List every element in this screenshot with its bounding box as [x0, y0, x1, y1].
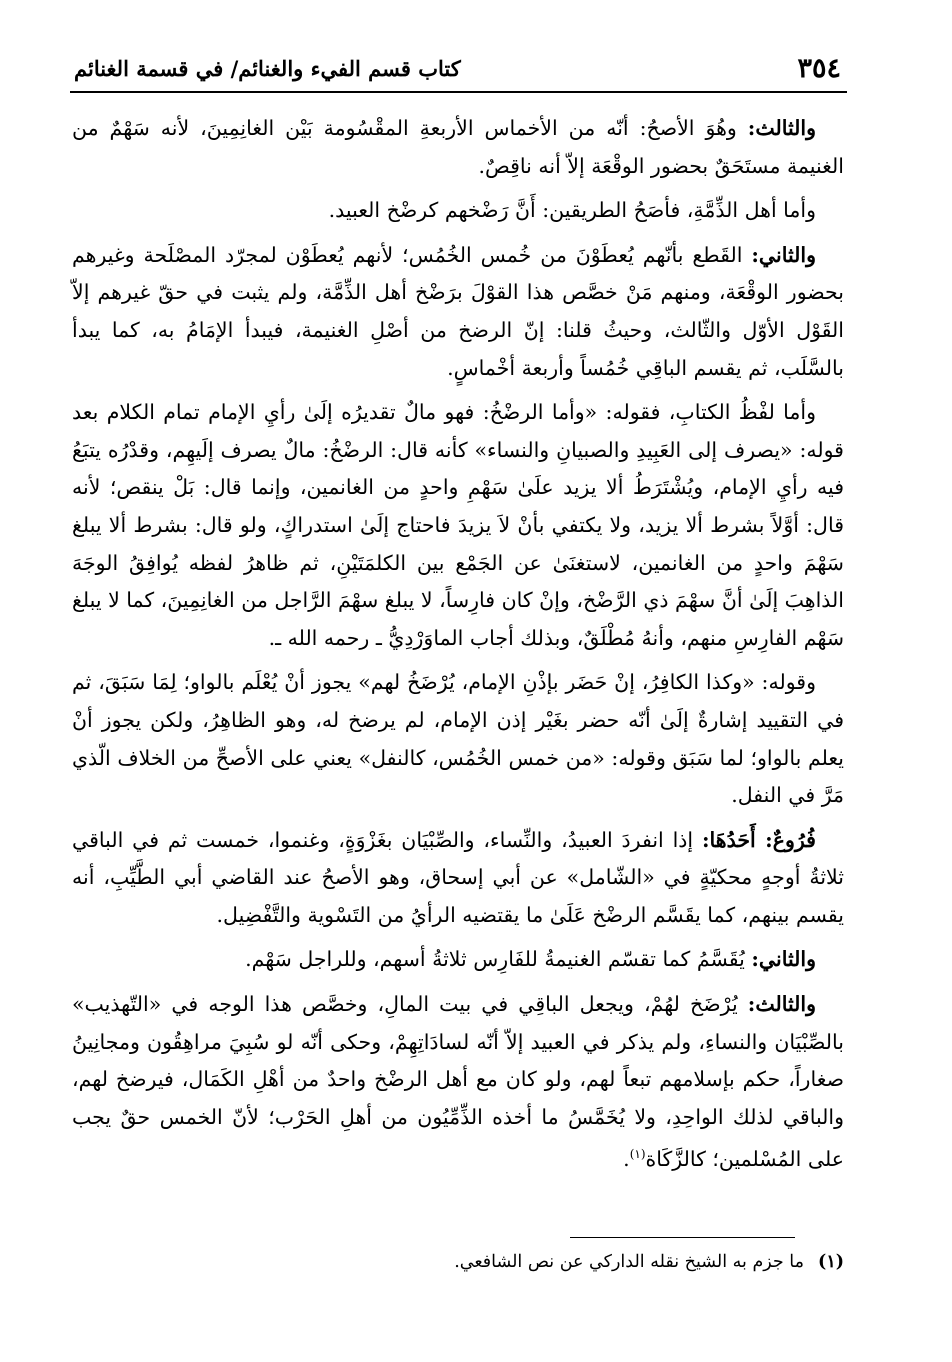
paragraph-lead: والثالث: [747, 116, 816, 140]
footnote-reference: (١) [629, 1147, 646, 1162]
paragraph-text: يُقَسَّمُ كما تقسّم الغنيمةُ للفَارِس ثلاثةُ أسهم، وللراجل سَهْم. [245, 947, 745, 972]
main-text [72, 110, 844, 1186]
paragraph [72, 110, 844, 185]
page-number: ٣٥٤ [797, 53, 841, 84]
paragraph [72, 664, 844, 814]
footnote-text: ما جزم به الشيخ نقله الداركي عن نص الشافعي. [454, 1252, 805, 1272]
paragraph-lead: والثاني: [751, 242, 816, 267]
paragraph [72, 941, 844, 979]
paragraph [72, 237, 844, 387]
paragraph-text: وأما لفْظُ الكتابِ، فقوله: «وأما الرضْخُ: فهو مالٌ تقديرُه إلَىٰ رأيِ الإمام تمام الكلام بعد قوله: «يصرف إلى العَبِيدِ والصبيانِ والنساء» كأنه قال: الرضْخُ: مالٌ يصرف إلَيهِم، وقدْرُه يتبَعُ فيه رأيِ الإمام، ويُشْتَرَطُ ألا يزيد علَىٰ سَهْمِ واحدٍ من الغانمين، وإنما قال: بَلْ ينقص؛ لأنه قال: أوَّلاً بشرط ألا يزيد، ولا يكتفي بأنْ لاَ يزيدَ فاحتاج إلَىٰ استدراكٍ، ولو قال: بشرط ألا يبلغ سَهْمَ واحدٍ من الغانمين، لاستغنَىٰ عن الجَمْع بين الكلمَتَيْنِ، ثم ظاهرُ لفظه يُوافِقُ الوجَهَ الذاهِبَ إلَىٰ أنَّ سهْمَ ذي الرَّضْخ، وإنْ كان فارِساً، لا يبلغ سهْمَ الرَّاجل من الغانِمِينَ، كما لا يبلغ سَهْم الفارِسِ منهم، وأنهُ مُطْلَقٌ، وبذلك أجاب الماوَرْدِيُّ ـ رحمه الله ـ. [71, 400, 844, 650]
paragraph-text: يُرْضَخ لهُمْ، ويجعل الباقِي في بيت المالِ، وخصَّص هذا الوجه في «التّهذيب» بالصِّبْيَان والنساءِ، ولم يذكر في العبيد إلاّ أنّه لسادَاتِهِمْ، وحكى أنّه لو سُبِيَ مراهِقُون ومجانِينُ صغاراً، حكم بإسلامهم تبعاً لهم، ولو كان مع أهل الرضْخ واحدٌ من أهْلِ الكَمَال، فيرضخ لهم، والباقي لذلك الواحِدِ، ولا يُخَمَّسُ ما أخذه الذِّمِّيُون من أهلِ الحَرْب؛ لأنّ الخمس حقٌ يجب على المُسْلمين؛ كالزَّكَاة [72, 992, 844, 1172]
footnote-divider [570, 1237, 795, 1238]
paragraph [72, 822, 844, 935]
paragraph-lead: والثاني: [751, 947, 816, 972]
footnote [72, 1248, 844, 1276]
running-title: كتاب قسم الفيء والغنائم/ في قسمة الغنائم [74, 56, 461, 81]
paragraph [72, 192, 844, 230]
paragraph: والثالث: يُرْضَخ لهُمْ، ويجعل الباقِي في بيت المالِ، وخصَّص هذا الوجه في «التّهذيب» بالصِّبْيَان والنساءِ، ولم يذكر في العبيد إلاّ أنّه لسادَاتِهِمْ، وحكى أنّه لو سُبِيَ مراهِقُون ومجانِينُ صغاراً، حكم بإسلامهم تبعاً لهم، ولو كان مع أهل الرضْخ واحدٌ من أهْلِ الكَمَال، فيرضخ لهم، والباقي لذلك الواحِدِ، ولا يُخَمَّسُ ما أخذه الذِّمِّيُون من أهلِ الحَرْب؛ لأنّ الخمس حقٌ يجب على المُسْلمين؛ كالزَّكَاة$^{(١)}$. [72, 992, 844, 1172]
paragraph [72, 394, 844, 657]
paragraph-text: وهُوَ الأصحُ: أنّه من الأخماس الأربعةِ المقْسُومة بَيْن الغانِمِينَ، لأنه سَهْمٌ من الغنيمة مستَحَقٌ بحضور الوقْعَة إلاّ أنه ناقِصٌ. [72, 116, 844, 178]
paragraph-lead: فُرُوعٌ: أَحَدُهَا: [701, 827, 816, 852]
paragraph-text: إذا انفردَ العبيدُ، والنِّساء، والصِّبْيَان بغَزْوَةٍ، وغنموا، خمست ثم في الباقي ثلاثةُ أوجهٍ محكيّةٍ في «الشّامل» عن أبي إسحاق، وهو الأصحُ عند القاضي أبي الطَّيِّبِ، أنه يقسم بينهم، كما يقَسَّم الرضْخ عَلَىٰ ما يقتضيه الرأيُ من التَسْوية والتَّفْضِيل. [72, 827, 844, 927]
paragraph-lead: والثالث: [747, 992, 816, 1017]
paragraph-text: وقوله: «وكذا الكافِرُ، إنْ حَضَر بإذْنِ الإمام، يُرْضَخُ لهم» يجوز أنْ يُعْلَم بالواو؛ لِمَا سَبَقَ، ثم في التقييد إشارةٌ إلَىٰ أنّه حضر بغَيْر إذن الإمام، لم يرضخ له، وهو الظاهِرُ، ولكن يجوز أنْ يعلم بالواو؛ لما سَبَق وقوله: «من خمس الخُمُس، كالنفل» يعني على الأصحِّ من الخلاف الّذي مَرَّ في النفل. [72, 670, 844, 808]
page-header [70, 45, 847, 93]
paragraph-text: القَطع بأنّهم يُعطَوْنَ من خُمس الخُمُس؛ لأنهم يُعطَوْن لمجرّد المصْلَحة وغيرهم بحضور الوقْعَة، ومنهم مَنْ خصَّص هذا القوْلَ برَضْخ أهل الذِّمَّة، ولم يثبت في حقّ غيرهم إلاّ القَوْل الأوّل والثّالث، وحيثُ قلنا: إنّ الرضخ من أصْلِ الغنيمة، فيبدأ الإمَامُ به، كما يبدأ بالسَّلَب، ثم يقسم الباقِي خُمُساً وأربعة أخْماسٍ. [72, 242, 844, 380]
footnote-number: (١) [818, 1252, 844, 1272]
paragraph-text: وأما أهل الذِّمَّةِ، فأصَحُ الطريقين: أَنَّ رَضْخهم كرضْخ العبيد. [328, 198, 816, 223]
